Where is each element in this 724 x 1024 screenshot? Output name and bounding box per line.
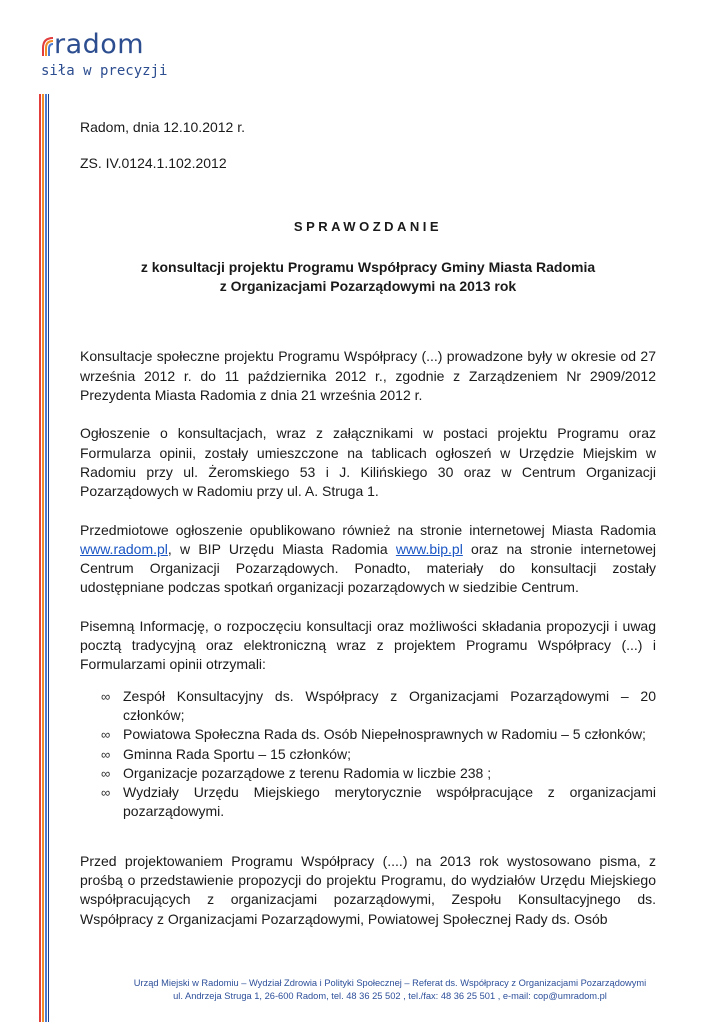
list-item-text: Wydziały Urzędu Miejskiego merytorycznie współpracujące z organizacjami pozarządowymi. bbox=[123, 784, 656, 820]
stripe-red bbox=[39, 94, 41, 1022]
footer-line-1: Urząd Miejski w Radomiu – Wydział Zdrowia i Polityki Społecznej – Referat ds. Współpracy z Organizacjami Pozarządowymi bbox=[133, 978, 647, 988]
document-title: SPRAWOZDANIE bbox=[293, 218, 443, 234]
stripe-dark-blue bbox=[48, 94, 49, 1022]
publication-text-2: , w BIP Urzędu Miasta Radomia bbox=[167, 540, 396, 557]
infinity-bullet-icon: ∞ bbox=[101, 746, 111, 762]
date-line: Radom, dnia 12.10.2012 r. bbox=[80, 119, 246, 135]
paragraph-consultation-period: Konsultacje społeczne projektu Programu Współpracy (...) prowadzone były w okresie od 27 września 2012 r. do 11 października 2012 r., zgodnie z Zarządzeniem Nr 2909/2012 Prezydenta Miasta Radomia z dnia 21 września 2012 r. bbox=[80, 348, 656, 404]
list-item-text: Powiatowa Społeczna Rada ds. Osób Niepełnosprawnych w Radomiu – 5 członków; bbox=[123, 726, 646, 743]
list-item-text: Gminna Rada Sportu – 15 członków; bbox=[123, 745, 352, 762]
paragraph-recipients-intro: Pisemną Informację, o rozpoczęciu konsultacji oraz możliwości składania propozycji i uwag pocztą tradycyjną oraz elektroniczną wraz z projektem Programu Współpracy (...) i Formularzami opinii otrzymali: bbox=[80, 617, 656, 673]
subtitle-line-2: z Organizacjami Pozarządowymi na 2013 rok bbox=[219, 278, 517, 295]
infinity-bullet-icon: ∞ bbox=[101, 727, 111, 743]
document-body bbox=[80, 114, 656, 929]
subtitle-line-1: z konsultacji projektu Programu Współpracy Gminy Miasta Radomia bbox=[140, 258, 596, 275]
stripe-orange bbox=[42, 94, 44, 1022]
link-bip-pl[interactable]: www.bip.pl bbox=[395, 540, 463, 557]
document-subtitle bbox=[80, 258, 656, 297]
list-item-text: Organizacje pozarządowe z terenu Radomia w liczbie 238 ; bbox=[123, 764, 492, 781]
list-item bbox=[80, 764, 656, 783]
recipients-list bbox=[80, 687, 656, 822]
list-item bbox=[80, 745, 656, 764]
decorative-stripes bbox=[39, 94, 49, 1022]
link-radom-pl[interactable]: www.radom.pl bbox=[80, 540, 168, 557]
logo-arc-icon bbox=[40, 36, 54, 58]
list-item bbox=[80, 725, 656, 744]
paragraph-announcement: Ogłoszenie o konsultacjach, wraz z załącznikami w postaci projektu Programu oraz Formularza opinii, zostały umieszczone na tablicach ogłoszeń w Urzędzie Miejskim w Radomiu przy ul. Żeromskiego 53 i J. Kilińskiego 30 oraz w Centrum Organizacji Pozarządowych w Radomiu przy ul. A. Struga 1. bbox=[80, 425, 656, 500]
list-item-text: Zespół Konsultacyjny ds. Współpracy z Organizacjami Pozarządowymi – 20 członków; bbox=[123, 687, 656, 723]
stripe-light-blue bbox=[45, 94, 47, 1022]
infinity-bullet-icon: ∞ bbox=[101, 785, 111, 801]
footer-line-2: ul. Andrzeja Struga 1, 26-600 Radom, tel. 48 36 25 502 , tel./fax: 48 36 25 501 , e-mail: cop@umradom.pl bbox=[173, 991, 607, 1001]
list-item bbox=[80, 783, 656, 822]
radom-logo bbox=[40, 29, 180, 84]
page-footer bbox=[60, 977, 720, 1003]
infinity-bullet-icon: ∞ bbox=[101, 688, 111, 704]
reference-number: ZS. IV.0124.1.102.2012 bbox=[80, 155, 227, 172]
list-item bbox=[80, 687, 656, 726]
publication-text-1: Przedmiotowe ogłoszenie opublikowano również na stronie internetowej Miasta Radomia bbox=[80, 521, 656, 538]
paragraph-preparation: Przed projektowaniem Programu Współpracy (....) na 2013 rok wystosowano pisma, z prośbą o przedstawienie propozycji do projektu Programu, do wydziałów Urzędu Miejskiego współpracujących z organizacjami pozarządowymi, Zespołu Konsultacyjnego ds. Współpracy z Organizacjami Pozarządowymi, Powiatowej Społecznej Rady ds. Osób bbox=[80, 852, 656, 927]
logo-wordmark: radom bbox=[54, 29, 145, 60]
infinity-bullet-icon: ∞ bbox=[101, 765, 111, 781]
publication-text-3: oraz na stronie internetowej Centrum Organizacji Pozarządowych. Ponadto, materiały do konsultacji zostały udostępniane podczas spotkań organizacji pozarządowych w siedzibie Centrum. bbox=[80, 540, 656, 596]
paragraph-publication bbox=[80, 521, 656, 598]
logo-tagline: siła w precyzji bbox=[41, 63, 168, 79]
